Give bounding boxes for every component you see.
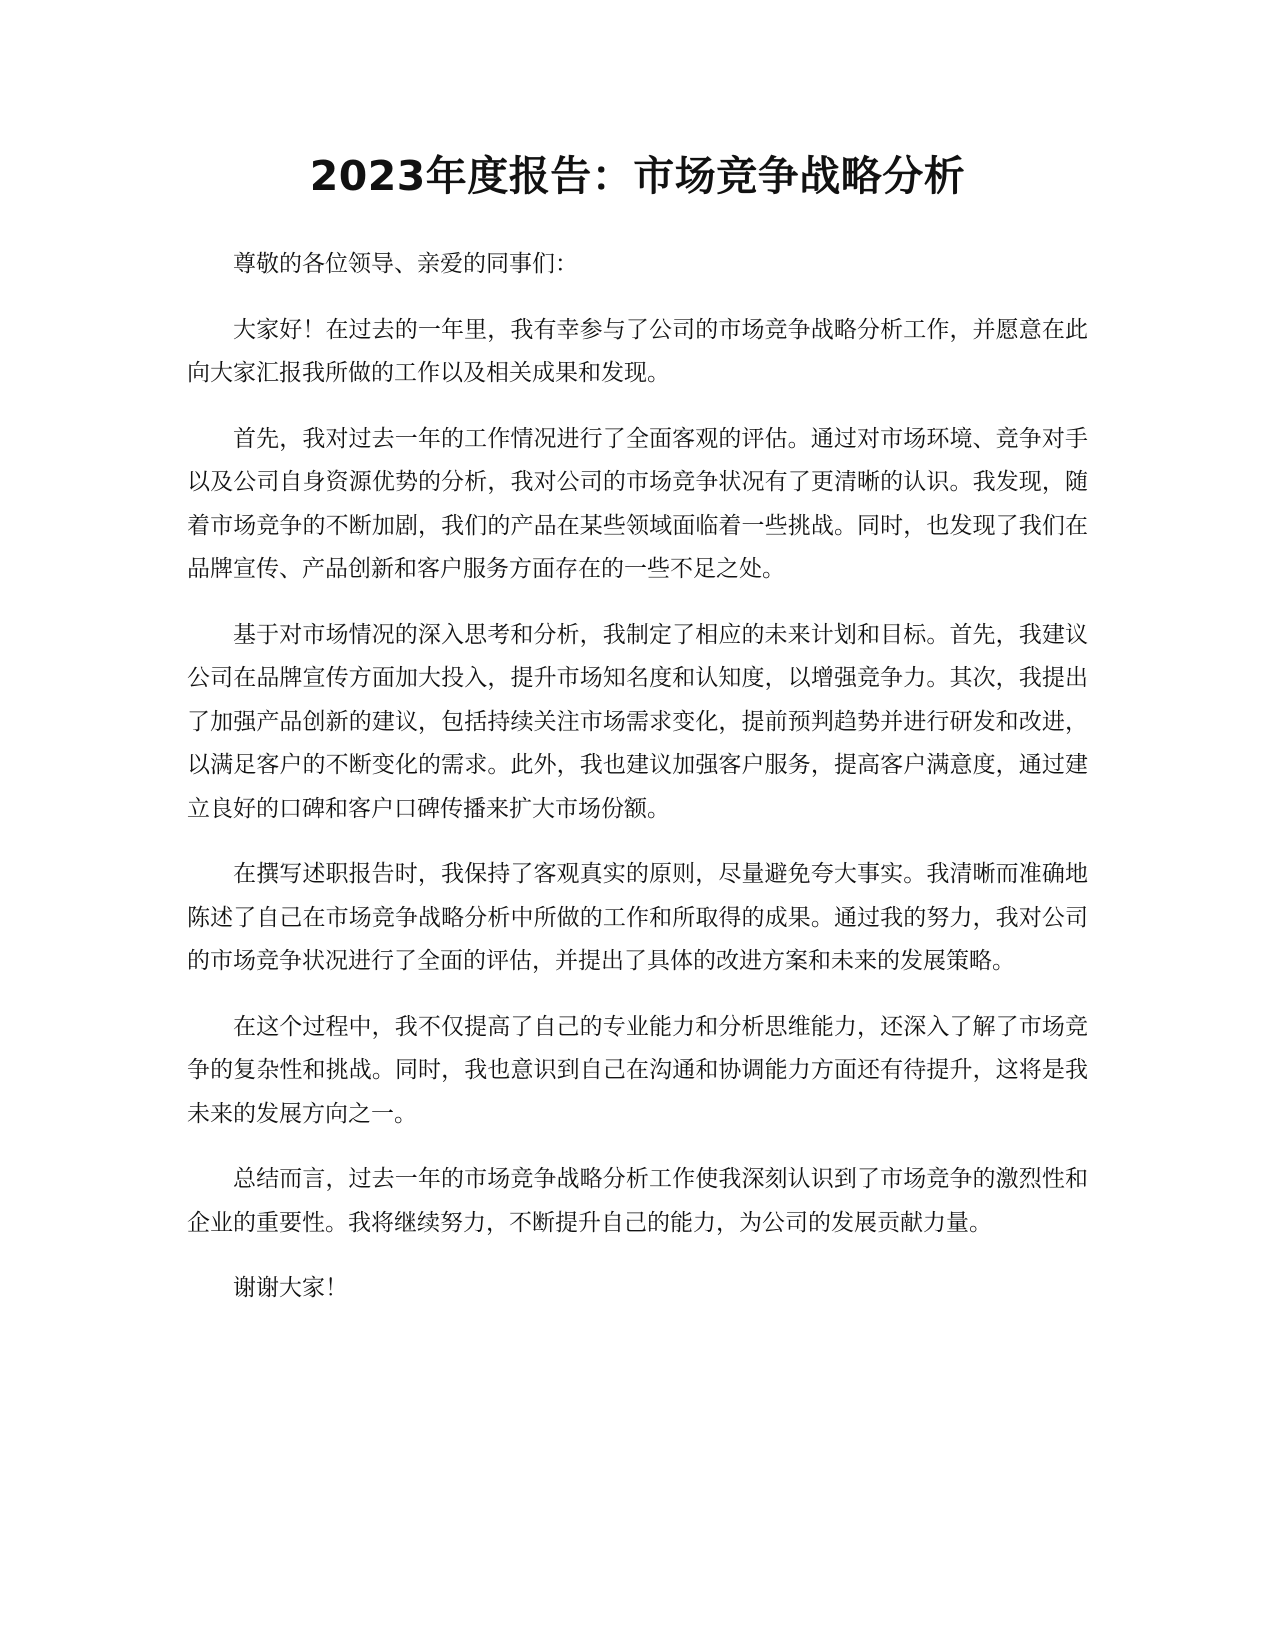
principle-paragraph: 在撰写述职报告时，我保持了客观真实的原则，尽量避免夸大事实。我清晰而准确地陈述了自己在市场竞争战略分析中所做的工作和所取得的成果。通过我的努力，我对公司的市场竞争状况进行了全面的评估，并提出了具体的改进方案和未来的发展策略。 — [187, 861, 1088, 974]
growth-paragraph: 在这个过程中，我不仅提高了自己的专业能力和分析思维能力，还深入了解了市场竞争的复杂性和挑战。同时，我也意识到自己在沟通和协调能力方面还有待提升，这将是我未来的发展方向之一。 — [187, 1013, 1088, 1127]
salutation-paragraph: 尊敬的各位领导、亲爱的同事们： — [233, 251, 578, 277]
document-body — [187, 243, 1088, 1333]
plan-paragraph: 基于对市场情况的深入思考和分析，我制定了相应的未来计划和目标。首先，我建议公司在品牌宣传方面加大投入，提升市场知名度和认知度，以增强竞争力。其次，我提出了加强产品创新的建议，包括持续关注市场需求变化，提前预判趋势并进行研发和改进，以满足客户的不断变化的需求。此外，我也建议加强客户服务，提高客户满意度，通过建立良好的口碑和客户口碑传播来扩大市场份额。 — [187, 621, 1088, 822]
assessment-paragraph: 首先，我对过去一年的工作情况进行了全面客观的评估。通过对市场环境、竞争对手以及公司自身资源优势的分析，我对公司的市场竞争状况有了更清晰的认识。我发现，随着市场竞争的不断加剧，我们的产品在某些领域面临着一些挑战。同时，也发现了我们在品牌宣传、产品创新和客户服务方面存在的一些不足之处。 — [187, 425, 1088, 582]
summary-paragraph: 总结而言，过去一年的市场竞争战略分析工作使我深刻认识到了市场竞争的激烈性和企业的重要性。我将继续努力，不断提升自己的能力，为公司的发展贡献力量。 — [187, 1166, 1088, 1236]
thanks-paragraph: 谢谢大家！ — [233, 1275, 348, 1301]
document-title: 2023年度报告：市场竞争战略分析 — [309, 152, 966, 200]
greeting-paragraph: 大家好！在过去的一年里，我有幸参与了公司的市场竞争战略分析工作，并愿意在此向大家汇报我所做的工作以及相关成果和发现。 — [187, 316, 1088, 386]
